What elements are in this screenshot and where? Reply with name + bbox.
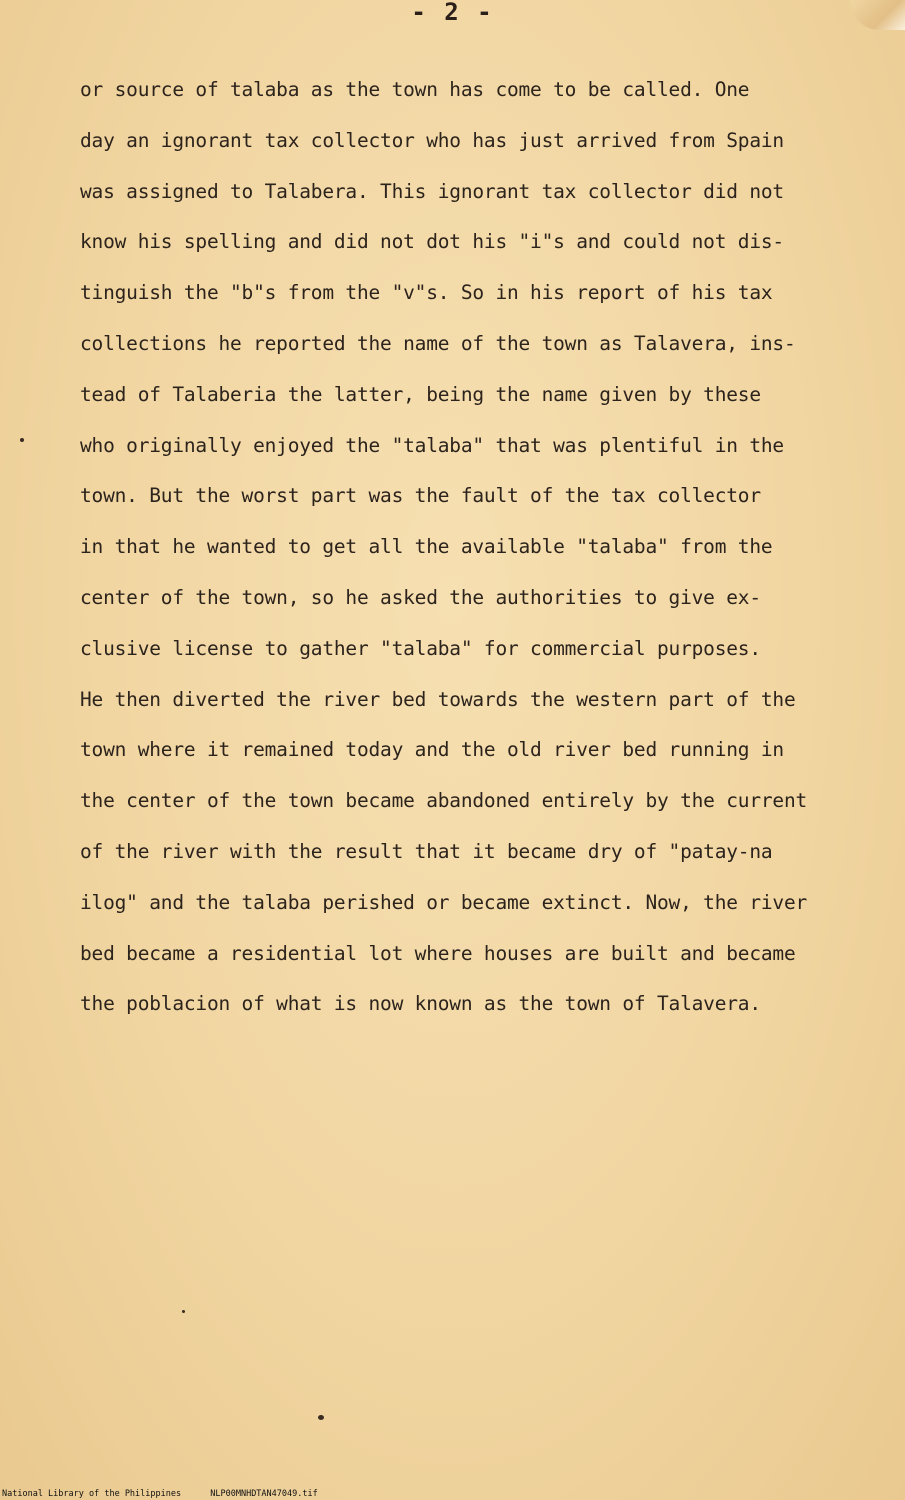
text-line: town where it remained today and the old river bed running in xyxy=(80,738,784,762)
text-line: in that he wanted to get all the available "talaba" from the xyxy=(80,535,773,559)
text-line: ilog" and the talaba perished or became extinct. Now, the river xyxy=(80,890,808,914)
paper-speck xyxy=(318,1415,324,1420)
text-line: or source of talaba as the town has come to be called. One xyxy=(80,78,750,101)
text-line: tead of Talaberia the latter, being the name given by these xyxy=(80,382,761,406)
text-line: of the river with the result that it became dry of "patay-na xyxy=(80,839,773,863)
text-line: He then diverted the river bed towards the western part of the xyxy=(80,687,796,711)
text-line: center of the town, so he asked the authorities to give ex- xyxy=(80,585,761,609)
text-line: the center of the town became abandoned entirely by the current xyxy=(80,789,808,813)
paper-speck xyxy=(20,438,24,442)
page-number: - 2 - xyxy=(411,0,494,26)
text-line: bed became a residential lot where houses are built and became xyxy=(80,941,796,965)
text-line: who originally enjoyed the "talaba" that was plentiful in the xyxy=(80,433,784,457)
paper-speck xyxy=(182,1310,185,1313)
text-line: was assigned to Talabera. This ignorant tax collector did not xyxy=(80,179,784,203)
text-line: clusive license to gather "talaba" for commercial purposes. xyxy=(80,636,761,660)
text-line: the poblacion of what is now known as the town of Talavera. xyxy=(80,992,761,1016)
text-line: know his spelling and did not dot his "i"s and could not dis- xyxy=(80,230,784,254)
footer-source: National Library of the Philippines xyxy=(2,1489,182,1499)
text-line: collections he reported the name of the town as Talavera, ins- xyxy=(80,331,796,355)
footer-filename: NLP00MNHDTAN47049.tif xyxy=(210,1489,318,1499)
text-line: town. But the worst part was the fault of the tax collector xyxy=(80,484,761,508)
text-line: tinguish the "b"s from the "v"s. So in his report of his tax xyxy=(80,281,773,305)
text-line: day an ignorant tax collector who has just arrived from Spain xyxy=(80,128,784,152)
scan-footer xyxy=(2,1489,318,1499)
body-text xyxy=(80,65,890,1030)
